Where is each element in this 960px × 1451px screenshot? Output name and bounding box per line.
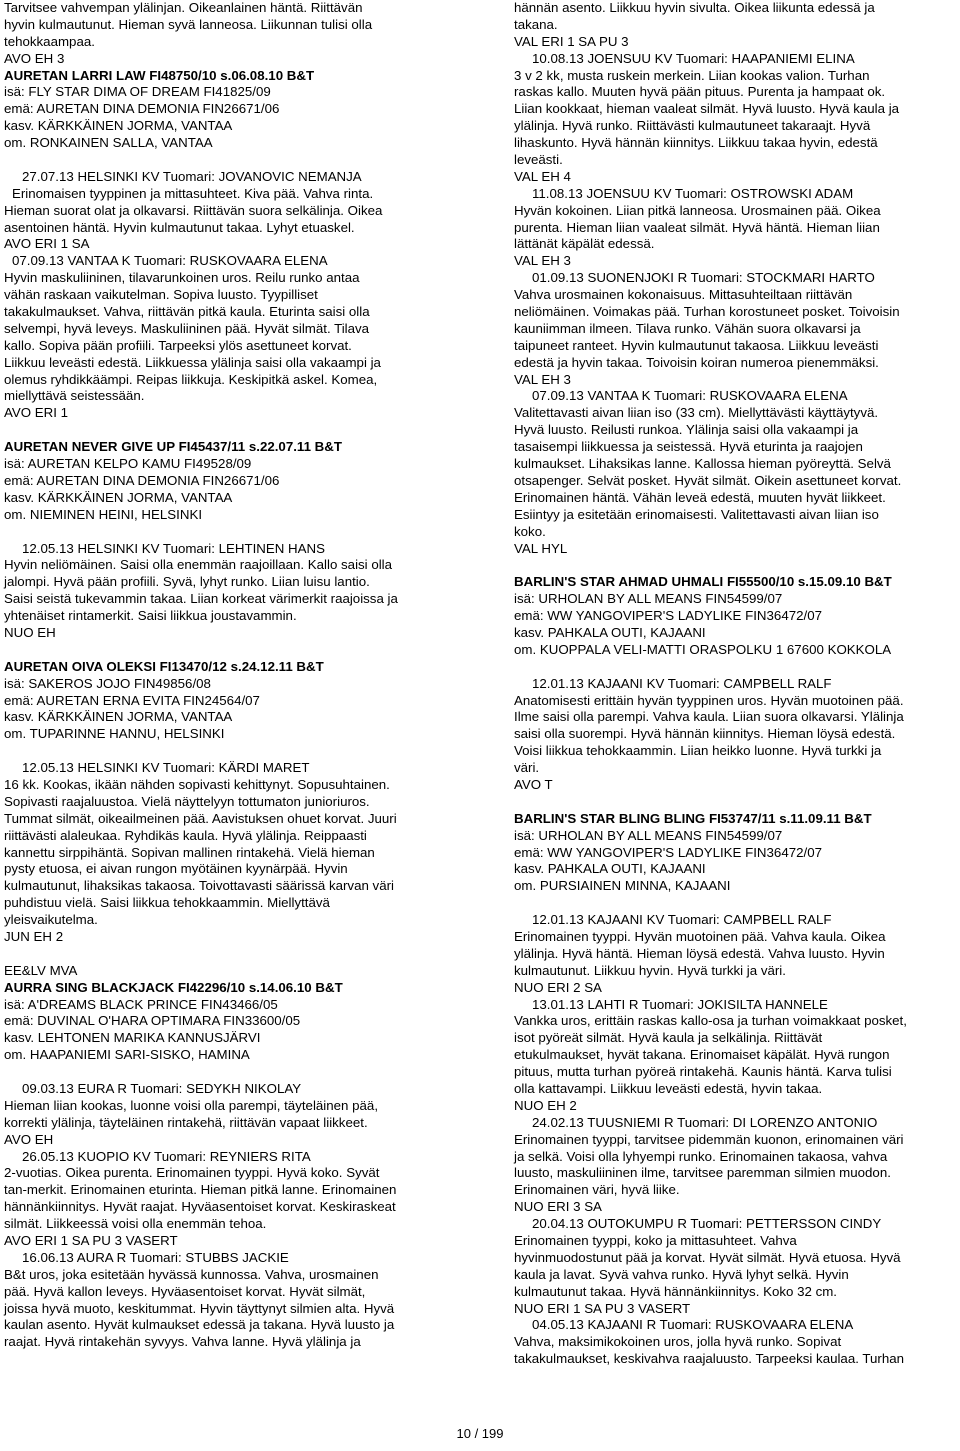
spacer [514, 557, 960, 574]
text-line: vähän raskaan vaikutelman. Sopiva luusto. Tyypilliset [4, 287, 318, 303]
text-line: yleisvaikutelma. [4, 912, 98, 928]
text-line: Liikkuu leveästi edestä. Liikkuessa ylälinja saisi olla vakaampi ja [4, 354, 381, 370]
text-line: pää. Hyvä kallon leveys. Hyväasentoiset korvat. Hyvät silmät, [4, 1283, 366, 1299]
text-line: lihaskunto. Hyvä hännän kiinnitys. Liikkuu takaa hyvin, edestä [514, 135, 878, 151]
text-line: isä: A'DREAMS BLACK PRINCE FIN43466/05 [4, 996, 278, 1012]
text-line: om. NIEMINEN HEINI, HELSINKI [4, 506, 203, 522]
text-line: hyvin kulmautunut. Hieman syvä lanneosa. Liikunnan tulisi olla [4, 16, 373, 32]
text-line: hyvinmuodostunut pää ja korvat. Hyvät silmät. Hyvä etuosa. Hyvä [514, 1249, 901, 1265]
text-line: ylälinja. Hyvä häntä. Hieman löysä edestä. Vahva luusto. Hyvin [514, 945, 885, 961]
text-line: AVO ERI 1 SA PU 3 VASERT [4, 1233, 178, 1249]
text-line: kallo. Sopiva pään profiili. Tarpeeksi ylös asettuneet korvat. [4, 337, 352, 353]
text-line: Esiintyy ja esitetään erinomaisesti. Valitettavasti aivan liian iso [514, 506, 879, 522]
dog-name-heading: AURETAN LARRI LAW FI48750/10 s.06.08.10 B&T [4, 67, 315, 83]
text-line: 16.06.13 AURA R Tuomari: STUBBS JACKIE [22, 1249, 289, 1265]
text-line: jalompi. Hyvä pään profiili. Syvä, lyhyt runko. Liian luisu lantio. [4, 574, 370, 590]
text-line: AVO EH 3 [4, 50, 65, 66]
text-line: VAL EH 4 [514, 168, 571, 184]
text-line: Saisi seistä tukevammin takaa. Liian korkeat värimerkit raajoissa ja [4, 591, 398, 607]
text-line: om. KUOPPALA VELI-MATTI ORASPOLKU 1 67600 KOKKOLA [514, 641, 892, 657]
spacer [4, 1064, 456, 1081]
spacer [4, 946, 456, 963]
text-line: kasv. KÄRKKÄINEN JORMA, VANTAA [4, 118, 233, 134]
text-line: silmät. Liikkeessä voisi olla enemmän tehoa. [4, 1216, 267, 1232]
text-line: raskas kallo. Muuten hyvä pään pituus. Purenta ja hampaat ok. [514, 84, 886, 100]
text-line: ja selkä. Voisi olla lyhyempi runko. Erinomainen takaosa, vahva [514, 1148, 888, 1164]
dog-name-heading: AURETAN NEVER GIVE UP FI45437/11 s.22.07.11 B&T [4, 439, 342, 455]
text-line: Valitettavasti aivan liian iso (33 cm). Miellyttävästi käyttäytyvä. [514, 405, 879, 421]
text-line: 12.05.13 HELSINKI KV Tuomari: KÄRDI MARET [22, 760, 310, 776]
text-line: olemus ryhdikkäämpi. Reipas liikkuja. Keskipitkä askel. Komea, [4, 371, 378, 387]
text-line: joissa hyvä muoto, keskitummat. Hyvin täyttynyt silmien alta. Hyvä [4, 1300, 395, 1316]
dog-name-heading: AURRA SING BLACKJACK FI42296/10 s.14.06.10 B&T [4, 979, 343, 995]
text-line: Vahva urosmainen kokonaisuus. Mittasuhteiltaan riittävän [514, 287, 853, 303]
text-line: 26.05.13 KUOPIO KV Tuomari: REYNIERS RITA [22, 1148, 311, 1164]
text-line: isä: FLY STAR DIMA OF DREAM FI41825/09 [4, 84, 271, 100]
text-line: AVO T [514, 776, 553, 792]
text-line: Tummat silmät, oikeailmeinen pää. Aavistuksen ohuet korvat. Juuri [4, 810, 397, 826]
text-line: emä: DUVINAL O'HARA OPTIMARA FIN33600/05 [4, 1013, 301, 1029]
text-line: purenta. Hieman liian vaaleat silmät. Hyvä häntä. Hieman liian [514, 219, 880, 235]
text-line: Liian kookkaat, hieman vaaleat silmät. Hyvä luusto. Hyvä kaula ja [514, 101, 900, 117]
text-line: Hyvin maskuliininen, tilavarunkoinen uros. Reilu runko antaa [4, 270, 360, 286]
text-line: NUO EH 2 [514, 1097, 577, 1113]
text-line: isä: SAKEROS JOJO FIN49856/08 [4, 675, 211, 691]
text-line: selvempi, hyvä leveys. Maskuliininen pää. Hyvät silmät. Tilava [4, 320, 370, 336]
text-line: kannettu sirppihäntä. Sopivan mallinen rintakehä. Vielä hieman [4, 844, 375, 860]
text-line: pituus, mutta turhan pyöreä rintakehä. Kaunis häntä. Karva tulisi [514, 1064, 892, 1080]
text-line: korrekti ylälinja, täyteläinen rintakehä, riittävän vapaat liikkeet. [4, 1114, 368, 1130]
text-line: 12.01.13 KAJAANI KV Tuomari: CAMPBELL RALF [532, 675, 832, 691]
text-line: riittävästi alaleukaa. Ryhdikäs kaula. Hyvä ylälinja. Reippaasti [4, 827, 367, 843]
page-number: 10 / 199 [456, 1426, 504, 1441]
text-line: kasv. PAHKALA OUTI, KAJAANI [514, 624, 706, 640]
text-line: Ilme saisi olla parempi. Vahva kaula. Liian suora olkavarsi. Ylälinja [514, 709, 904, 725]
text-line: raajat. Hyvä rintakehän syvyys. Vahva lanne. Hyvä ylälinja ja [4, 1334, 361, 1350]
text-line: Erinomainen tyyppi, tarvitsee pidemmän kuonon, erinomainen väri [514, 1131, 904, 1147]
text-line: tasaisempi liikkuessa ja seistessä. Hyvä eturinta ja raajojen [514, 439, 863, 455]
text-line: VAL EH 3 [514, 253, 571, 269]
text-line: 20.04.13 OUTOKUMPU R Tuomari: PETTERSSON CINDY [532, 1216, 882, 1232]
text-line: kulmautunut takaa. Hyvä hännänkiinnitys. Koko 32 cm. [514, 1283, 837, 1299]
spacer [514, 895, 960, 912]
text-line: om. RONKAINEN SALLA, VANTAA [4, 135, 213, 151]
text-line: emä: AURETAN ERNA EVITA FIN24564/07 [4, 692, 260, 708]
text-line: taipuneet ranteet. Hyvin kulmautunut takaosa. Liikkuu leveästi [514, 337, 879, 353]
text-line: kauniimman ilmeen. Tilava runko. Vähän suora olkavarsi ja [514, 320, 861, 336]
text-line: miellyttävä seistessään. [4, 388, 145, 404]
text-line: tehokkaampaa. [4, 33, 95, 49]
text-line: AVO ERI 1 SA [4, 236, 90, 252]
spacer [4, 642, 456, 659]
text-line: Hieman suorat olat ja olkavarsi. Riittävän suora selkälinja. Oikea [4, 202, 383, 218]
text-line: kasv. PAHKALA OUTI, KAJAANI [514, 861, 706, 877]
text-line: emä: WW YANGOVIPER'S LADYLIKE FIN36472/07 [514, 844, 822, 860]
text-line: kulmautunut, lihaksikas takaosa. Toivottavasti säärissä karvan väri [4, 878, 394, 894]
text-line: takana. [514, 16, 558, 32]
text-line: otsapenger. Selvät posket. Hyvät silmät. Oikein asettuneet korvat. [514, 472, 902, 488]
text-line: 2-vuotias. Oikea purenta. Erinomainen tyyppi. Hyvä koko. Syvät [4, 1165, 380, 1181]
spacer [4, 524, 456, 541]
text-line: NUO ERI 3 SA [514, 1199, 602, 1215]
text-line: NUO EH [4, 624, 56, 640]
left-column [4, 0, 456, 1351]
spacer [4, 152, 456, 169]
text-line: kasv. KÄRKKÄINEN JORMA, VANTAA [4, 489, 233, 505]
text-line: 12.01.13 KAJAANI KV Tuomari: CAMPBELL RALF [532, 912, 832, 928]
text-line: 13.01.13 LAHTI R Tuomari: JOKISILTA HANNELE [532, 996, 828, 1012]
text-line: 24.02.13 TUUSNIEMI R Tuomari: DI LORENZO ANTONIO [532, 1114, 878, 1130]
text-line: kasv. KÄRKKÄINEN JORMA, VANTAA [4, 709, 233, 725]
text-line: emä: AURETAN DINA DEMONIA FIN26671/06 [4, 101, 280, 117]
text-line: 07.09.13 VANTAA K Tuomari: RUSKOVAARA ELENA [12, 253, 328, 269]
text-line: isä: AURETAN KELPO KAMU FI49528/09 [4, 456, 252, 472]
text-line: 04.05.13 KAJAANI R Tuomari: RUSKOVAARA ELENA [532, 1317, 854, 1333]
dog-name-heading: BARLIN'S STAR BLING BLING FI53747/11 s.11.09.11 B&T [514, 810, 872, 826]
text-line: pysty etuosa, ei aivan rungon myötäinen kyynärpää. Hyvin [4, 861, 348, 877]
spacer [514, 659, 960, 676]
text-line: Tarvitsee vahvempan ylälinjan. Oikeanlainen häntä. Riittävän [4, 0, 363, 15]
text-line: 09.03.13 EURA R Tuomari: SEDYKH NIKOLAY [22, 1081, 302, 1096]
text-line: AVO EH [4, 1131, 54, 1147]
text-line: 3 v 2 kk, musta ruskein merkein. Liian kookas valion. Turhan [514, 67, 870, 83]
text-line: ylälinja. Hyvä runko. Riittävästi kulmautuneet takaraajt. Hyvä [514, 118, 871, 134]
text-line: kaulan asento. Hyvät kulmaukset edessä ja takana. Hyvä luusto ja [4, 1317, 395, 1333]
text-line: 01.09.13 SUONENJOKI R Tuomari: STOCKMARI HARTO [532, 270, 875, 286]
text-line: Hieman liian kookas, luonne voisi olla parempi, täyteläinen pää, [4, 1097, 379, 1113]
text-line: olla kattavampi. Liikkuu leveästi edestä, hyvin takaa. [514, 1081, 823, 1096]
text-line: lättänät käpälät edessä. [514, 236, 655, 252]
text-line: isä: URHOLAN BY ALL MEANS FIN54599/07 [514, 827, 783, 843]
text-line: kulmautunut. Liikkuu hyvin. Hyvä turkki ja väri. [514, 962, 786, 978]
text-line: yhtenäiset rintamerkit. Saisi liikkua joustavammin. [4, 608, 297, 624]
text-line: isot pyöreät silmät. Hyvä kaula ja selkälinja. Riittävät [514, 1030, 823, 1046]
text-line: väri. [514, 760, 540, 776]
text-line: Vahva, maksimikokoinen uros, jolla hyvä runko. Sopivat [514, 1334, 842, 1350]
text-line: NUO ERI 1 SA PU 3 VASERT [514, 1300, 691, 1316]
text-line: om. TUPARINNE HANNU, HELSINKI [4, 726, 225, 742]
text-line: 10.08.13 JOENSUU KV Tuomari: HAAPANIEMI ELINA [532, 50, 855, 66]
text-line: takakulmaukset, keskivahva raajaluusto. Tarpeeksi kaulaa. Turhan [514, 1351, 905, 1367]
text-line: om. HAAPANIEMI SARI-SISKO, HAMINA [4, 1047, 250, 1063]
text-line: etukulmaukset, hyvät takana. Erinomaiset käpälät. Hyvä rungon [514, 1047, 890, 1063]
text-line: isä: URHOLAN BY ALL MEANS FIN54599/07 [514, 591, 783, 607]
text-line: Erinomaisen tyyppinen ja mittasuhteet. Kiva pää. Vahva rinta. [12, 185, 374, 201]
text-line: tan-merkit. Erinomainen eturinta. Hieman pitkä lanne. Erinomainen [4, 1182, 397, 1198]
text-line: VAL HYL [514, 540, 568, 556]
text-line: 12.05.13 HELSINKI KV Tuomari: LEHTINEN HANS [22, 540, 325, 556]
text-line: om. PURSIAINEN MINNA, KAJAANI [514, 878, 731, 894]
text-line: leveästi. [514, 152, 563, 168]
text-line: emä: WW YANGOVIPER'S LADYLIKE FIN36472/07 [514, 608, 822, 624]
text-line: 11.08.13 JOENSUU KV Tuomari: OSTROWSKI ADAM [532, 185, 854, 201]
text-line: Erinomainen tyyppi. Hyvän muotoinen pää. Vahva kaula. Oikea [514, 928, 886, 944]
text-line: emä: AURETAN DINA DEMONIA FIN26671/06 [4, 472, 280, 488]
text-line: Hyvä luusto. Reilusti runkoa. Ylälinja saisi olla vakaampi ja [514, 422, 859, 438]
text-line: puhdistuu vielä. Saisi liikkua tehokkaammin. Miellyttävä [4, 895, 330, 911]
text-line: 16 kk. Kookas, ikään nähden sopivasti kehittynyt. Sopusuhtainen. [4, 776, 390, 792]
text-line: takakulmaukset. Vahva, riittävän pitkä kaula. Eturinta saisi olla [4, 304, 370, 320]
text-line: saisi olla suorempi. Hyvä hännän kiinnitys. Hieman löysä edestä. [514, 726, 896, 742]
text-line: kaula ja lavat. Syvä vahva runko. Hyvä lyhyt selkä. Hyvin [514, 1266, 849, 1282]
text-line: JUN EH 2 [4, 928, 64, 944]
text-line: VAL ERI 1 SA PU 3 [514, 33, 629, 49]
text-line: luusto, maskuliininen ilme, tarvitsee paremman silmien muodon. [514, 1165, 891, 1181]
spacer [4, 743, 456, 760]
spacer [514, 794, 960, 811]
text-line: NUO ERI 2 SA [514, 979, 602, 995]
text-line: Vankka uros, erittäin raskas kallo-osa ja turhan voimakkaat posket, [514, 1013, 907, 1029]
text-line: Sopivasti raajaluustoa. Vielä näyttelyyn tottumaton junioriuros. [4, 793, 370, 809]
text-line: VAL EH 3 [514, 371, 571, 387]
text-line: Erinomainen tyyppi, koko ja mittasuhteet. Vahva [514, 1233, 797, 1249]
text-line: AVO ERI 1 [4, 405, 69, 421]
text-line: Erinomainen väri, hyvä liike. [514, 1182, 680, 1198]
dog-name-heading: BARLIN'S STAR AHMAD UHMALI FI55500/10 s.15.09.10 B&T [514, 574, 892, 590]
text-line: EE&LV MVA [4, 962, 78, 978]
dog-name-heading: AURETAN OIVA OLEKSI FI13470/12 s.24.12.11 B&T [4, 658, 324, 674]
text-line: Anatomisesti erittäin hyvän tyyppinen uros. Hyvän muotoinen pää. [514, 692, 904, 708]
text-line: neliömäinen. Voimakas pää. Turhan korostuneet posket. Toivoisin [514, 304, 900, 320]
right-column [514, 0, 960, 1368]
text-line: koko. [514, 523, 546, 539]
text-line: 27.07.13 HELSINKI KV Tuomari: JOVANOVIC NEMANJA [22, 168, 362, 184]
text-line: 07.09.13 VANTAA K Tuomari: RUSKOVAARA ELENA [532, 388, 848, 404]
text-line: Hyvän kokoinen. Liian pitkä lanneosa. Urosmainen pää. Oikea [514, 202, 881, 218]
text-line: Voisi liikkua tehokkaammin. Liian heikko luonne. Hyvä turkki ja [514, 743, 882, 759]
text-line: asentoinen häntä. Hyvin kulmautunut takaa. Lyhyt etuaskel. [4, 219, 355, 235]
spacer [4, 422, 456, 439]
text-line: B&t uros, joka esitetään hyvässä kunnossa. Vahva, urosmainen [4, 1266, 379, 1282]
text-line: kasv. LEHTONEN MARIKA KANNUSJÄRVI [4, 1030, 261, 1046]
text-line: edestä ja hyvin takaa. Toivoisin koiran numeroa pienemmäksi. [514, 354, 879, 370]
text-line: hännänkiinnitys. Hyvät raajat. Hyväasentoiset korvat. Keskiraskeat [4, 1199, 396, 1215]
text-line: kulmaukset. Lihaksikas lanne. Kallossa hieman pyöreyttä. Selvä [514, 456, 891, 472]
text-line: Hyvin neliömäinen. Saisi olla enemmän raajoillaan. Kallo saisi olla [4, 557, 393, 573]
text-line: hännän asento. Liikkuu hyvin sivulta. Oikea liikunta edessä ja [514, 0, 875, 15]
text-line: Erinomainen häntä. Vähän leveä edestä, muuten hyvät liikkeet. [514, 489, 886, 505]
